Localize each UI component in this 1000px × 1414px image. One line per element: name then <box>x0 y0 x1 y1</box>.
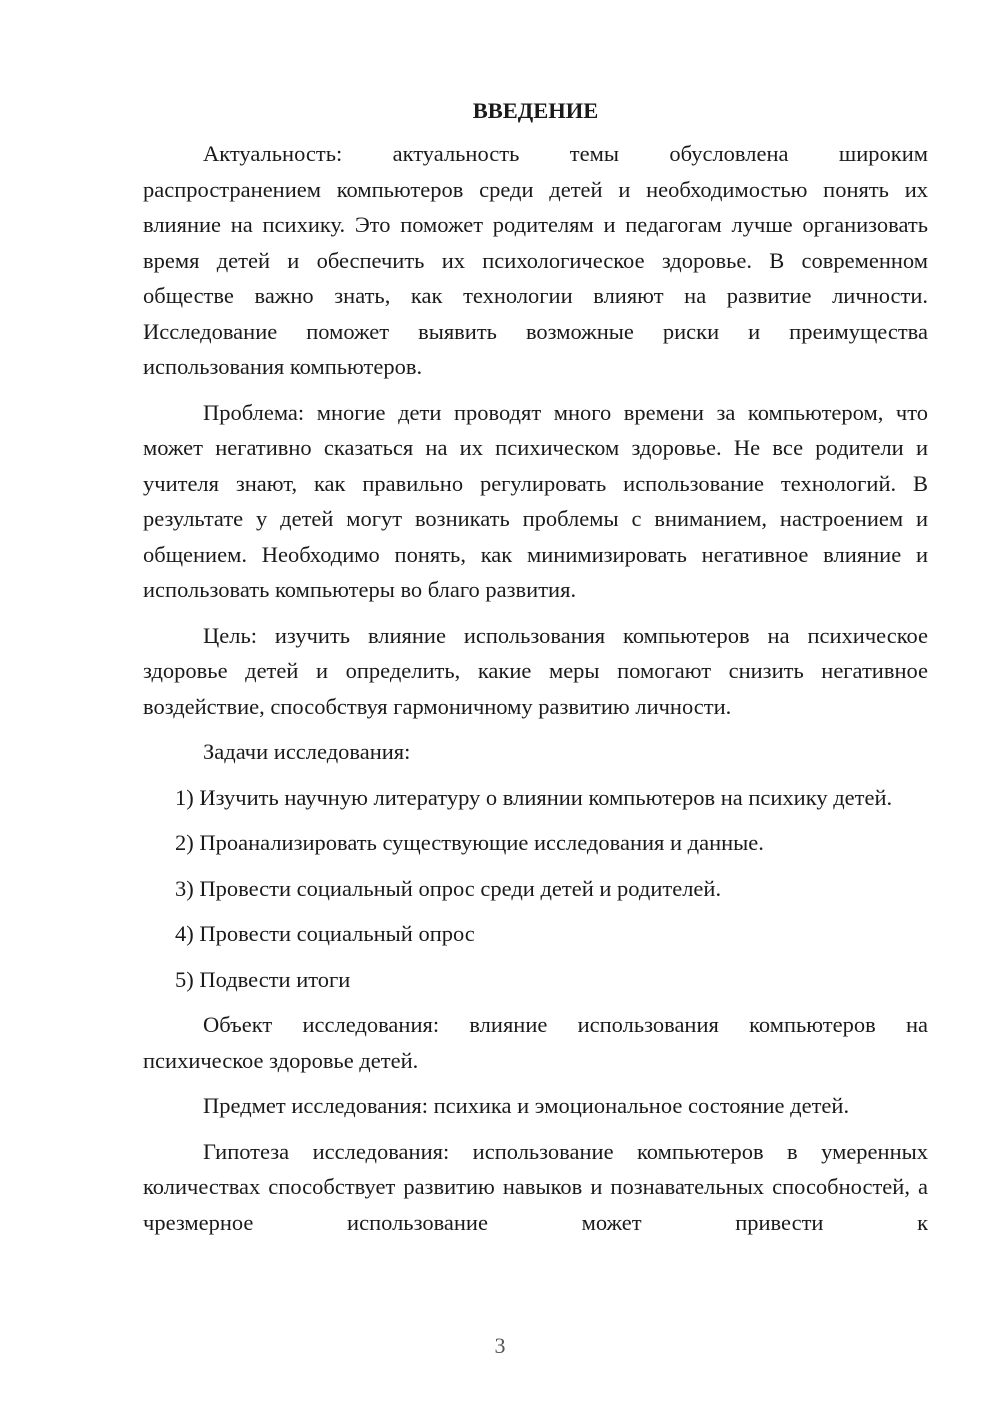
section-title: ВВЕДЕНИЕ <box>472 98 599 123</box>
paragraph-tasks-heading: Задачи исследования: <box>203 739 411 764</box>
paragraph-subject: Предмет исследования: психика и эмоциональное состояние детей. <box>203 1093 850 1118</box>
paragraph-goal: Цель: изучить влияние использования компьютеров на психическое здоровье детей и определить, какие меры помогают снизить негативное воздействие, способствуя гармоничному развитию личности. <box>143 622 928 719</box>
task-item-3: 3) Провести социальный опрос среди детей и родителей. <box>175 875 722 901</box>
paragraph-object: Объект исследования: влияние использования компьютеров на психическое здоровье детей. <box>143 1012 928 1073</box>
paragraph-relevance: Актуальность: актуальность темы обусловлена широким распространением компьютеров среди детей и необходимостью понять их влияние на психику. Это поможет родителям и педагогам лучше организовать время детей и обеспечить их психологическое здоровье. В современном обществе важно знать, как технологии влияют на развитие личности. Исследование поможет выявить возможные риски и преимущества использования компьютеров. <box>143 141 928 379</box>
task-item-2: 2) Проанализировать существующие исследования и данные. <box>175 830 764 855</box>
paragraph-problem: Проблема: многие дети проводят много времени за компьютером, что может негативно сказаться на их психическом здоровье. Не все родители и учителя знают, как правильно регулировать использование технологий. В результате у детей могут возникать проблемы с вниманием, настроением и общением. Необходимо понять, как минимизировать негативное влияние и использовать компьютеры во благо развития. <box>143 399 928 602</box>
paragraph-hypothesis: Гипотеза исследования: использование компьютеров в умеренных количествах способствует развитию навыков и познавательных способностей, а чрезмерное использование может привести к <box>143 1138 928 1235</box>
task-item-5: 5) Подвести итоги <box>175 966 351 992</box>
page-number: 3 <box>494 1333 506 1358</box>
task-item-1: 1) Изучить научную литературу о влиянии компьютеров на психику детей. <box>175 784 893 810</box>
document-page <box>143 96 928 1250</box>
task-item-4: 4) Провести социальный опрос <box>175 921 475 946</box>
